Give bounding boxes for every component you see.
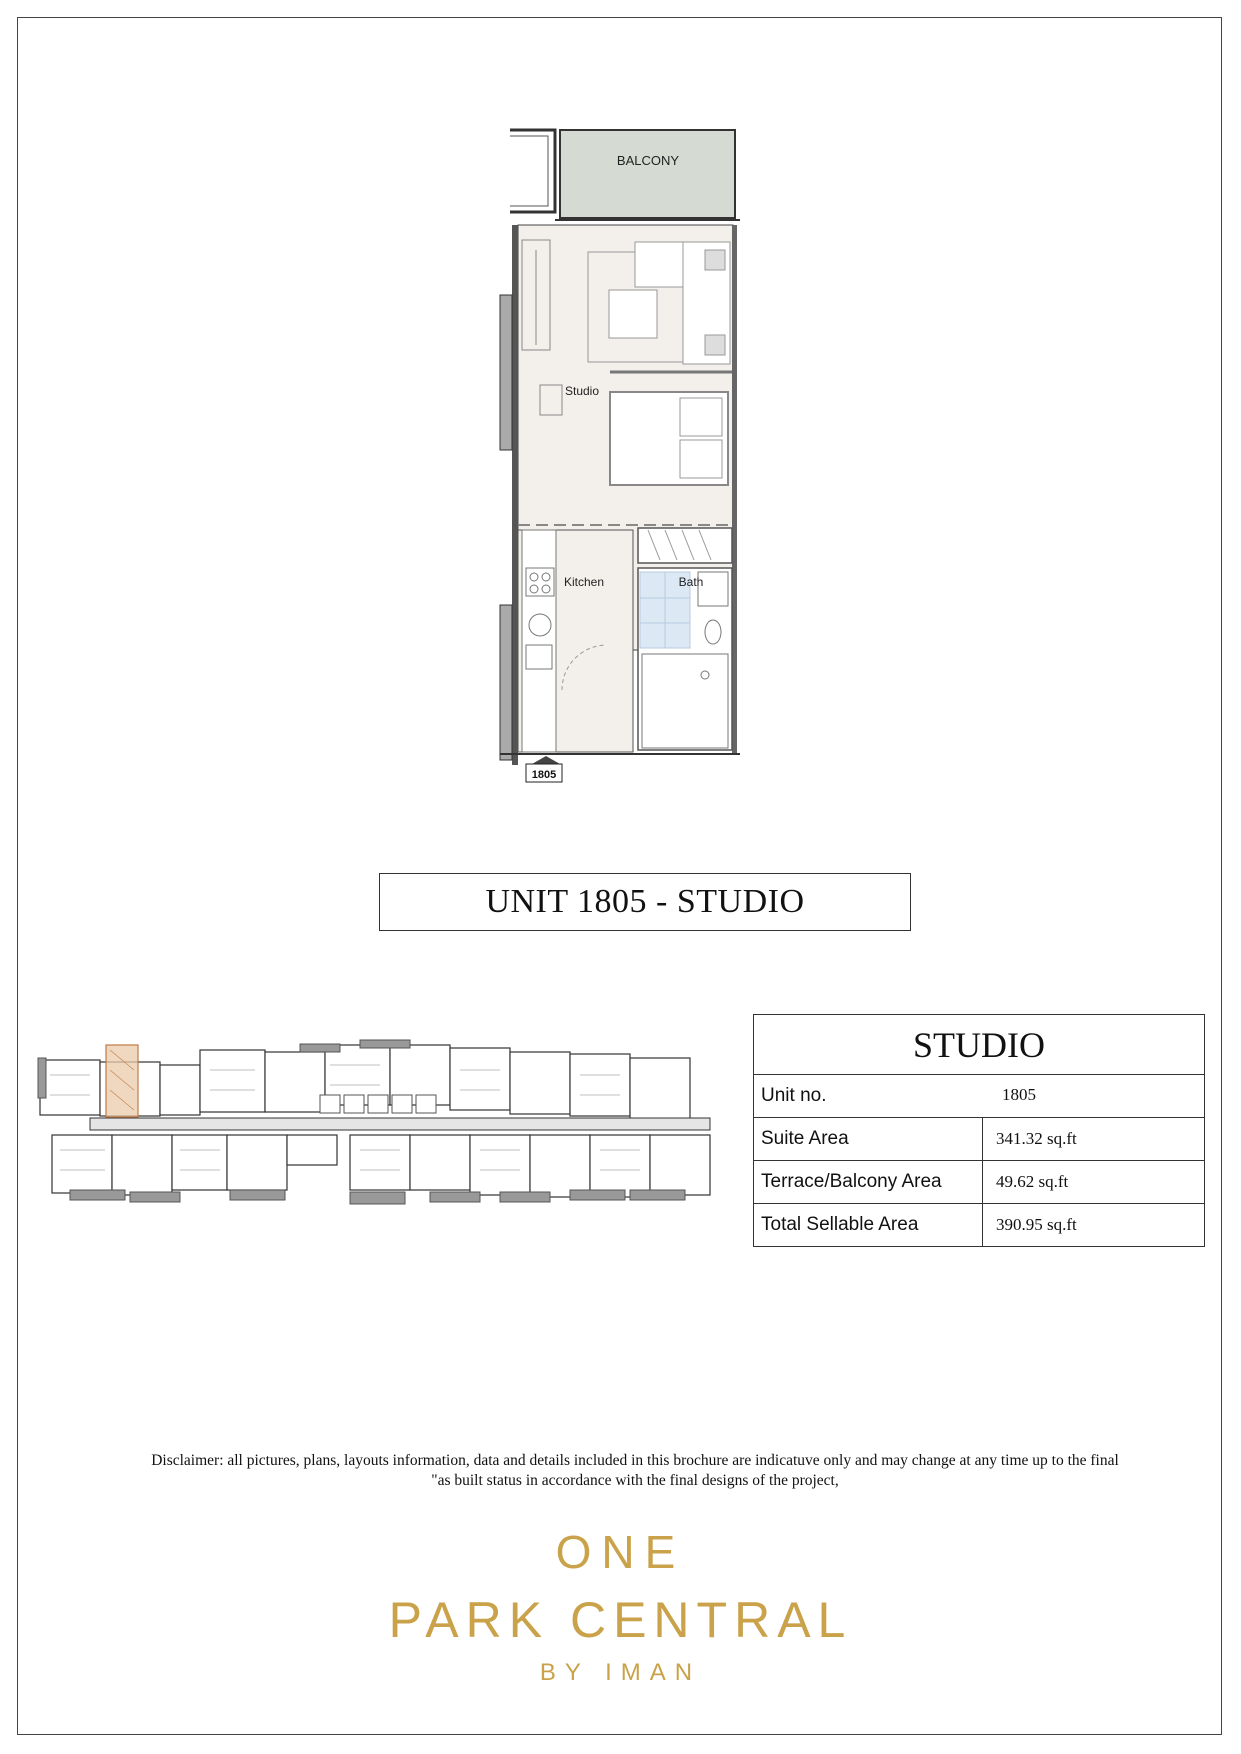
logo-line-park-central: PARK CENTRAL: [388, 1592, 853, 1648]
balcony-label: BALCONY: [616, 153, 680, 168]
logo-line-by-iman: BY IMAN: [539, 1659, 702, 1686]
logo-line-one: ONE: [555, 1526, 686, 1578]
balcony-area-value: 49.62 sq.ft: [983, 1161, 1205, 1204]
suite-area-value: 341.32 sq.ft: [983, 1118, 1205, 1161]
balcony-area-label: Terrace/Balcony Area: [754, 1161, 983, 1204]
unit-tag-label: 1805: [531, 769, 557, 781]
unit-no-row: [754, 1075, 1205, 1118]
total-area-value: 390.95 sq.ft: [983, 1204, 1205, 1247]
disclaimer: [70, 1451, 1200, 1491]
studio-label: Studio: [564, 384, 600, 398]
table-row: [754, 1204, 1205, 1247]
total-area-label: Total Sellable Area: [754, 1204, 983, 1247]
brand-logo: [0, 1525, 1241, 1687]
unit-no-label: Unit no.: [761, 1085, 827, 1106]
bath-label: Bath: [678, 575, 704, 589]
table-row: [754, 1118, 1205, 1161]
disclaimer-line-2: "as built status in accordance with the final designs of the project,: [431, 1472, 839, 1489]
unit-highlight: [106, 1045, 138, 1117]
unit-title: UNIT 1805 - STUDIO: [485, 883, 805, 920]
unit-no-value: 1805: [1002, 1085, 1036, 1104]
floor-plan: [500, 120, 750, 781]
balcony-area: [560, 130, 735, 218]
disclaimer-line-1: Disclaimer: all pictures, plans, layouts information, data and details included in this brochure are indicatuve only and may change at any time up to the final: [151, 1452, 1119, 1469]
suite-area-label: Suite Area: [754, 1118, 983, 1161]
key-plan: [30, 1040, 730, 1220]
kitchen-label: Kitchen: [563, 575, 605, 589]
unit-info-table: [753, 1014, 1205, 1247]
table-row: [754, 1161, 1205, 1204]
unit-title-box: [379, 873, 911, 931]
table-heading: STUDIO: [754, 1015, 1205, 1075]
